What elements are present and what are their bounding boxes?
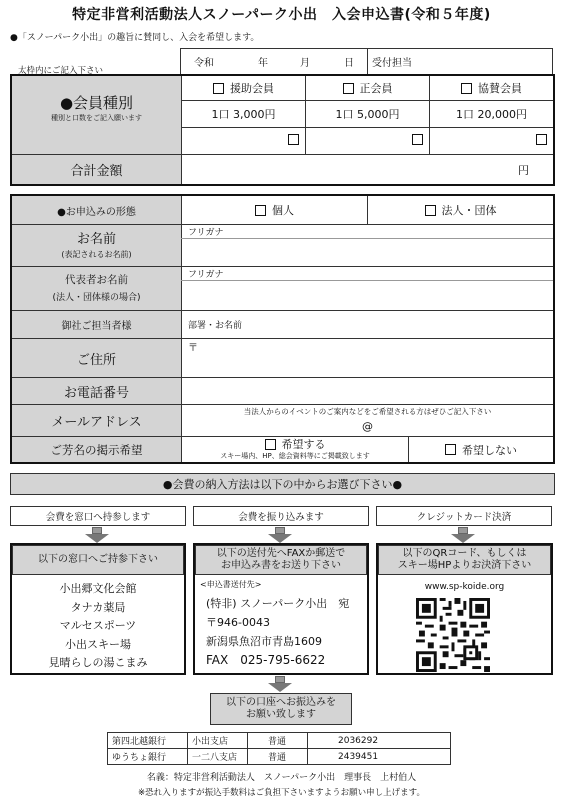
type-corporate[interactable]: 法人・団体: [368, 196, 553, 224]
account-number: 2439451: [308, 749, 451, 765]
page-title: 特定非営利活動法人スノーパーク小出 入会申込書(令和５年度): [72, 7, 491, 23]
dest-name: (特非) スノーパーク小出 宛: [206, 597, 350, 610]
rep-furigana: フリガナ: [188, 270, 224, 280]
units-regular-box[interactable]: [412, 134, 423, 145]
dest-label: <申込書送付先>: [200, 580, 262, 589]
dest-fax: FAX 025-795-6622: [206, 653, 326, 667]
rep-label: 代表者お名前: [65, 273, 128, 286]
price-regular: 1口 5,000円: [335, 108, 400, 121]
instruction-note: 太枠内にご記入下さい: [18, 66, 104, 76]
method-credit-head: クレジットカード決済: [376, 506, 552, 526]
list-item: 小出郷文化会館: [59, 582, 137, 595]
display-label: ご芳名の掲示希望: [50, 442, 143, 457]
table-row: [108, 733, 451, 749]
month-label: 月: [300, 57, 310, 69]
list-item: タナカ薬局: [70, 600, 126, 614]
type-sponsor[interactable]: 協賛会員: [430, 76, 553, 100]
account-type: 普通: [248, 733, 308, 749]
type-assist[interactable]: 援助会員: [182, 76, 305, 100]
sponsor-checkbox[interactable]: [461, 83, 472, 94]
price-assist: 1口 3,000円: [211, 108, 276, 121]
bank-table: [107, 732, 451, 765]
display-yes[interactable]: 希望する: [182, 437, 408, 451]
total-unit: 円: [518, 163, 529, 177]
dest-postal: 〒946-0043: [206, 616, 270, 629]
bank-name: ゆうちょ銀行: [108, 749, 188, 765]
name-furigana: フリガナ: [188, 228, 224, 238]
day-label: 日: [344, 57, 354, 69]
bank-branch: 一二八支店: [188, 749, 248, 765]
email-at[interactable]: @: [362, 419, 373, 433]
dest-lines: [206, 594, 349, 670]
reception-label: 受付担当: [372, 57, 412, 69]
address-field[interactable]: [182, 339, 553, 377]
bank-branch: 小出支店: [188, 733, 248, 749]
corporate-checkbox[interactable]: [425, 205, 436, 216]
email-hint: 当法人からのイベントのご案内などをご希望される方はぜひご記入下さい: [243, 406, 492, 416]
email-label: メールアドレス: [51, 415, 142, 430]
total-label: 合計金額: [70, 164, 123, 179]
assist-checkbox[interactable]: [213, 83, 224, 94]
price-sponsor: 1口 20,000円: [456, 108, 527, 121]
display-yes-checkbox[interactable]: [265, 439, 276, 450]
name-sub: (表記されるお名前): [61, 249, 132, 259]
bank-name: 第四北越銀行: [108, 733, 188, 749]
list-item: 見晴らしの湯こまみ: [48, 656, 148, 669]
fee-note: ※恐れ入りますが振込手数料はご負担下さいますようお願い申し上げます。: [138, 788, 425, 798]
method-transfer-sub: 以下の送付先へFAXか郵送で お申込み書をお送り下さい: [195, 545, 367, 575]
method-transfer-head: 会費を振り込みます: [193, 506, 369, 526]
account-number: 2036292: [308, 733, 451, 749]
list-item: 小出スキー場: [65, 637, 131, 651]
account-type: 普通: [248, 749, 308, 765]
display-yes-sub: スキー場内、HP、総会資料等にご掲載致します: [220, 452, 370, 460]
postal-mark: 〒: [188, 342, 198, 354]
transfer-note: 以下の口座へお振込みを お願い致します: [210, 693, 352, 725]
table-row: [108, 749, 451, 765]
display-no-checkbox[interactable]: [445, 444, 456, 455]
address-label: ご住所: [76, 352, 116, 368]
rep-field[interactable]: [182, 281, 553, 310]
dest-address: 新潟県魚沼市青島1609: [206, 635, 322, 648]
membership-sub: 種別と口数をご記入願います: [51, 114, 142, 122]
type-label: ●お申込みの形態: [57, 206, 136, 218]
era-label: 令和: [194, 57, 214, 69]
name-field[interactable]: [182, 239, 553, 266]
phone-label: お電話番号: [63, 385, 129, 401]
rep-sub: (法人・団体様の場合): [52, 292, 141, 303]
payment-heading: ●会費の納入方法は以下の中からお選び下さい●: [10, 473, 555, 495]
type-regular[interactable]: 正会員: [306, 76, 429, 100]
units-sponsor-box[interactable]: [536, 134, 547, 145]
window-list: [12, 580, 184, 673]
method-window-head: 会費を窓口へ持参します: [10, 506, 186, 526]
intro-text: ●「スノーパーク小出」の趣旨に賛同し、入会を希望します。: [10, 33, 260, 43]
units-assist-box[interactable]: [288, 134, 299, 145]
type-individual[interactable]: 個人: [182, 196, 367, 224]
year-label: 年: [258, 57, 268, 69]
regular-checkbox[interactable]: [343, 83, 354, 94]
method-window-sub: 以下の窓口へご持参下さい: [12, 545, 184, 575]
account-holder: 名義：特定非営利活動法人 スノーパーク小出 理事長 上村伯人: [146, 773, 417, 783]
individual-checkbox[interactable]: [255, 205, 266, 216]
site-url[interactable]: www.sp-koide.org: [424, 582, 505, 592]
display-no[interactable]: 希望しない: [409, 437, 553, 462]
contact-label: 御社ご担当者様: [61, 321, 132, 332]
name-label: お名前: [76, 231, 116, 247]
list-item: マルセスポーツ: [59, 619, 137, 632]
method-credit-sub: 以下のQRコード、もしくは スキー場HPよりお決済下さい: [378, 545, 551, 575]
phone-field[interactable]: [182, 378, 553, 404]
membership-label: ●会員種別: [59, 93, 134, 112]
contact-hint: 部署・お名前: [188, 321, 243, 331]
qr-code-icon[interactable]: [416, 598, 490, 672]
